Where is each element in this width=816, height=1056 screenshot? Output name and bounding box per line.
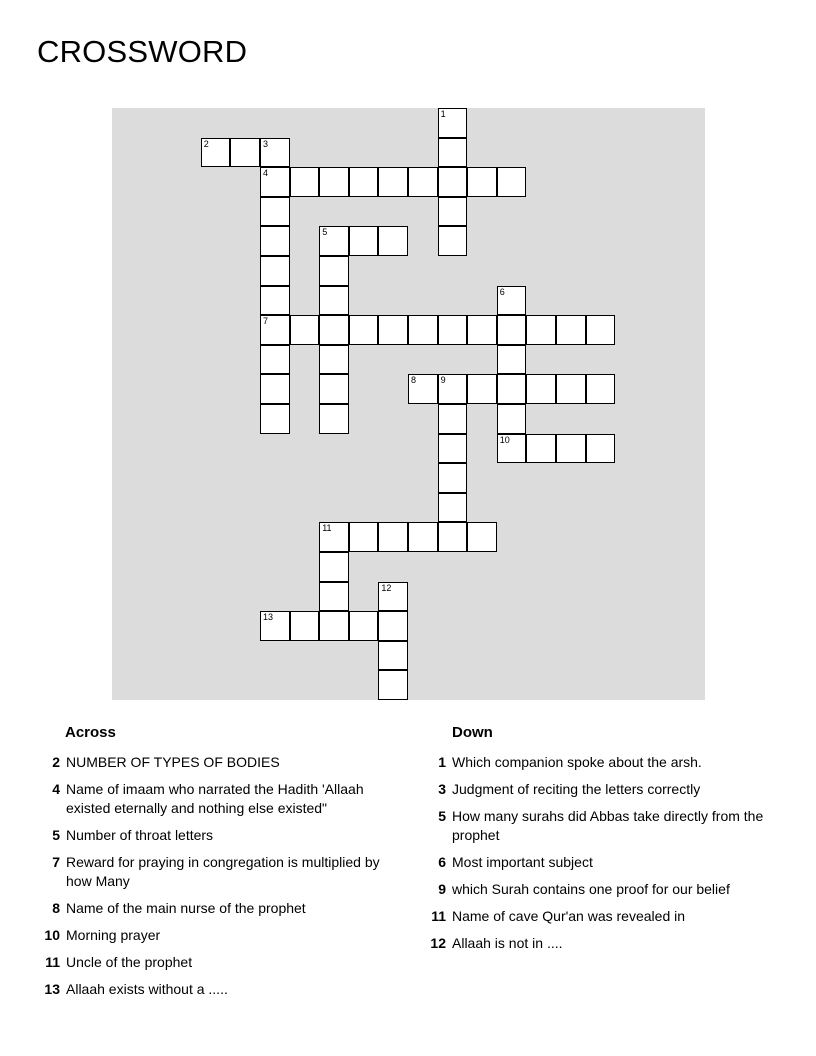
grid-cell[interactable] <box>290 315 320 345</box>
crossword-grid <box>112 108 705 700</box>
across-clue <box>38 899 398 918</box>
grid-cell[interactable] <box>260 345 290 375</box>
grid-cell[interactable] <box>467 167 497 197</box>
grid-cell[interactable] <box>438 226 468 256</box>
down-clue <box>424 934 784 953</box>
grid-cell[interactable] <box>378 611 408 641</box>
cell-number: 8 <box>411 375 417 386</box>
grid-cell[interactable] <box>319 167 349 197</box>
clue-text: Allaah exists without a ..... <box>66 981 228 997</box>
across-heading: Across <box>65 724 116 741</box>
clue-number: 10 <box>44 927 60 943</box>
grid-cell[interactable] <box>378 582 408 612</box>
cell-number: 6 <box>499 286 505 297</box>
grid-cell[interactable] <box>438 493 468 523</box>
across-clue <box>38 953 398 972</box>
grid-cell[interactable] <box>349 315 379 345</box>
down-heading: Down <box>452 724 493 741</box>
grid-cell[interactable] <box>497 434 527 464</box>
grid-cell[interactable] <box>319 374 349 404</box>
down-clues <box>424 724 784 961</box>
grid-cell[interactable] <box>526 315 556 345</box>
cell-number: 7 <box>263 316 269 327</box>
down-clue <box>424 853 784 872</box>
clue-number: 11 <box>45 954 60 970</box>
across-clue <box>38 926 398 945</box>
clue-number: 8 <box>52 900 60 916</box>
grid-cell[interactable] <box>319 582 349 612</box>
grid-cell[interactable] <box>526 374 556 404</box>
grid-cell[interactable] <box>497 315 527 345</box>
clue-text: Which companion spoke about the arsh. <box>452 754 702 770</box>
grid-cell[interactable] <box>408 167 438 197</box>
grid-cell[interactable] <box>260 167 290 197</box>
grid-cell[interactable] <box>378 670 408 700</box>
clue-text: Name of the main nurse of the prophet <box>66 900 306 916</box>
grid-cell[interactable] <box>438 108 468 138</box>
grid-cell[interactable] <box>260 226 290 256</box>
cell-number: 11 <box>322 523 332 534</box>
cell-number: 13 <box>263 612 274 623</box>
grid-cell[interactable] <box>497 345 527 375</box>
across-clues <box>38 724 398 1007</box>
clue-number: 3 <box>438 781 446 797</box>
grid-cell[interactable] <box>467 374 497 404</box>
clue-number: 5 <box>438 808 446 824</box>
clue-text: How many surahs did Abbas take directly from the prophet <box>452 808 764 843</box>
across-clue <box>38 980 398 999</box>
clue-text: Reward for praying in congregation is multiplied by how Many <box>66 854 380 889</box>
grid-cell[interactable] <box>260 611 290 641</box>
down-clue <box>424 907 784 926</box>
cell-number: 5 <box>322 227 328 238</box>
grid-cell[interactable] <box>556 434 586 464</box>
grid-cell[interactable] <box>438 374 468 404</box>
grid-cell[interactable] <box>438 522 468 552</box>
down-clue <box>424 807 784 845</box>
clue-text: NUMBER OF TYPES OF BODIES <box>66 754 280 770</box>
cell-number: 1 <box>440 109 446 119</box>
across-clue <box>38 780 398 818</box>
grid-cell[interactable] <box>290 611 320 641</box>
grid-cell[interactable] <box>349 522 379 552</box>
grid-cell[interactable] <box>438 463 468 493</box>
grid-cell[interactable] <box>497 374 527 404</box>
down-clue <box>424 780 784 799</box>
grid-cell[interactable] <box>438 167 468 197</box>
grid-cell[interactable] <box>497 286 527 316</box>
across-clue <box>38 826 398 845</box>
clue-text: Morning prayer <box>66 927 161 943</box>
grid-cell[interactable] <box>349 611 379 641</box>
grid-cell[interactable] <box>438 315 468 345</box>
cell-number: 4 <box>263 168 269 179</box>
clue-number: 6 <box>438 854 446 870</box>
grid-cell[interactable] <box>230 138 260 168</box>
grid-cell[interactable] <box>349 167 379 197</box>
grid-cell[interactable] <box>319 256 349 286</box>
grid-cell[interactable] <box>586 374 616 404</box>
clue-number: 2 <box>52 754 60 770</box>
clue-number: 1 <box>438 754 446 770</box>
grid-cell[interactable] <box>467 315 497 345</box>
page-title: CROSSWORD <box>37 34 248 69</box>
grid-cell[interactable] <box>319 315 349 345</box>
grid-cell[interactable] <box>526 434 556 464</box>
clue-text: Most important subject <box>452 854 593 870</box>
clue-number: 12 <box>430 935 446 951</box>
grid-cell[interactable] <box>260 286 290 316</box>
down-clue <box>424 753 784 772</box>
clue-number: 9 <box>438 881 446 897</box>
clue-number: 7 <box>52 854 60 870</box>
grid-cell[interactable] <box>319 286 349 316</box>
down-clue <box>424 880 784 899</box>
grid-cell[interactable] <box>378 167 408 197</box>
cell-number: 10 <box>499 434 510 445</box>
grid-cell[interactable] <box>319 345 349 375</box>
grid-cell[interactable] <box>260 138 290 168</box>
grid-cell[interactable] <box>497 404 527 434</box>
grid-cell[interactable] <box>378 522 408 552</box>
grid-cell[interactable] <box>260 404 290 434</box>
grid-cell[interactable] <box>497 167 527 197</box>
clue-number: 5 <box>52 827 60 843</box>
grid-cell[interactable] <box>290 167 320 197</box>
across-clue <box>38 853 398 891</box>
grid-cell[interactable] <box>467 522 497 552</box>
grid-cell[interactable] <box>408 315 438 345</box>
grid-cell[interactable] <box>438 404 468 434</box>
cell-number: 2 <box>203 138 209 149</box>
grid-cell[interactable] <box>349 226 379 256</box>
grid-cell[interactable] <box>378 641 408 671</box>
clue-text: Allaah is not in .... <box>452 935 563 951</box>
grid-cell[interactable] <box>378 226 408 256</box>
grid-cell[interactable] <box>260 256 290 286</box>
grid-cell[interactable] <box>586 434 616 464</box>
grid-cell[interactable] <box>319 611 349 641</box>
grid-cell[interactable] <box>438 197 468 227</box>
grid-cell[interactable] <box>556 315 586 345</box>
grid-cell[interactable] <box>319 552 349 582</box>
grid-cell[interactable] <box>201 138 231 168</box>
clue-number: 4 <box>52 781 60 797</box>
grid-cell[interactable] <box>438 434 468 464</box>
clue-text: Uncle of the prophet <box>66 954 193 970</box>
grid-cell[interactable] <box>319 522 349 552</box>
clue-number: 13 <box>44 981 60 997</box>
grid-cell[interactable] <box>260 315 290 345</box>
cell-number: 3 <box>263 138 269 149</box>
clue-text: Name of cave Qur'an was revealed in <box>452 908 686 924</box>
across-clue <box>38 753 398 772</box>
cell-number: 12 <box>381 582 392 593</box>
clue-text: which Surah contains one proof for our belief <box>452 881 730 897</box>
grid-cell[interactable] <box>586 315 616 345</box>
grid-cell[interactable] <box>260 374 290 404</box>
grid-cell[interactable] <box>408 374 438 404</box>
clue-number: 11 <box>431 908 446 924</box>
grid-cell[interactable] <box>556 374 586 404</box>
grid-cell[interactable] <box>260 197 290 227</box>
clue-text: Judgment of reciting the letters correctly <box>452 781 701 797</box>
clue-text: Name of imaam who narrated the Hadith 'Allaah existed eternally and nothing else existed" <box>66 781 364 816</box>
grid-cell[interactable] <box>408 522 438 552</box>
grid-cell[interactable] <box>319 404 349 434</box>
grid-cell[interactable] <box>378 315 408 345</box>
cell-number: 9 <box>440 375 446 386</box>
grid-cell[interactable] <box>319 226 349 256</box>
clue-text: Number of throat letters <box>66 827 214 843</box>
grid-cell[interactable] <box>438 138 468 168</box>
